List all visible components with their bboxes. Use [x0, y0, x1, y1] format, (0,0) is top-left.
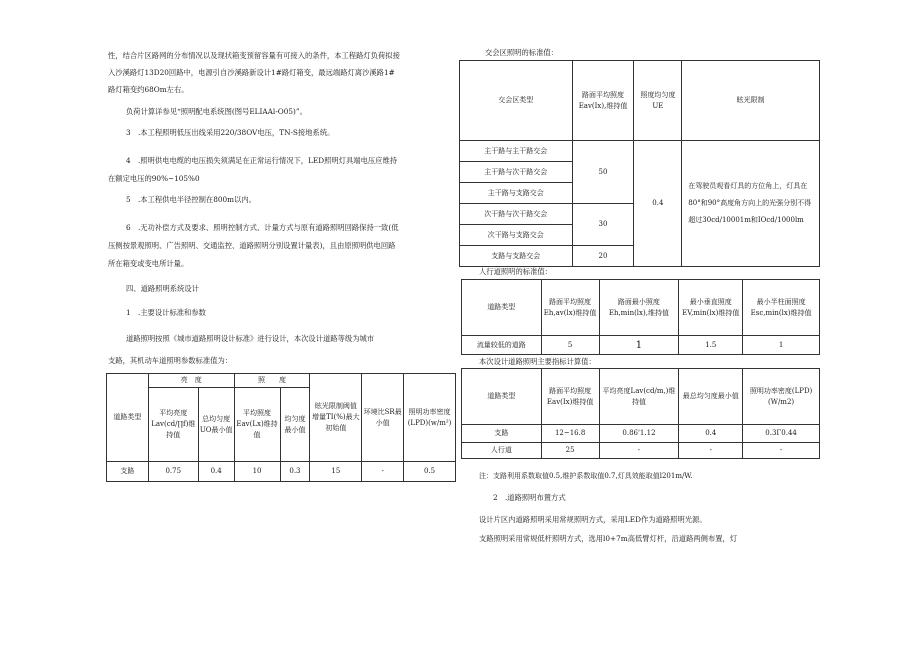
paragraph-line: 支路，其机动车道照明参数标准值为：	[108, 356, 233, 365]
table-cell: 主干路与支路交会	[460, 183, 573, 204]
paragraph-line: 支路照明采用常规低杆照明方式，选用l0+7m高低臂灯杆，沿道路两侧布置，灯	[479, 534, 738, 543]
paragraph-line: 路灯箱变约68Om左右。	[108, 85, 189, 94]
paragraph-line: 负荷计算详参见“照明配电系统图(图号ELIAAl-O05)”。	[126, 107, 307, 116]
header-luminance: 亮 度	[148, 374, 234, 388]
table-cell: 50	[572, 141, 634, 204]
vehicle-lane-standard-table	[106, 373, 456, 482]
paragraph-line: 道路照明按照《城市道路照明设计标准》进行设计，本次设计道路等级为城市	[126, 334, 375, 343]
header-col: 路面平均照度Eav(Ix)维持值	[541, 369, 599, 425]
table-cell: 0.5	[404, 462, 456, 482]
table-cell: 25	[541, 443, 599, 459]
table-cell: -	[599, 443, 679, 459]
table-cell: -	[743, 443, 820, 459]
paragraph-line: 性，结合片区路网的分布情况以及现状箱变预留容量有可接入的条件，本工程路灯负荷拟接	[108, 51, 400, 60]
table-cell: 1	[599, 336, 679, 355]
intersection-standard-table	[459, 60, 820, 267]
table-cell: 0.4	[634, 141, 682, 267]
table-cell: 主干路与次干路交会	[460, 162, 573, 183]
sidewalk-standard-table	[461, 279, 820, 355]
header-road-type: 道路类型	[107, 374, 149, 462]
table-cell: 1	[743, 336, 820, 355]
table-cell: 20	[572, 246, 634, 267]
header-glare: 眩光限制阈值增量TI(%)最大初始值	[310, 374, 362, 462]
header-illum-uniformity: 均匀度最小值	[280, 388, 310, 462]
header-lpd: 照明功率密度(LPD)(w/m²)	[404, 374, 456, 462]
table-cell: 1.5	[679, 336, 743, 355]
header-col: 路面平均照度Eh,av(lx)维持值	[541, 280, 599, 336]
header-col: 照明功率密度(LPD)(W/m2)	[743, 369, 820, 425]
table-cell: 0.3Γ0.44	[743, 425, 820, 443]
table-cell: 支路与支路交会	[460, 246, 573, 267]
table-cell: 流量较低的道路	[462, 336, 542, 355]
table-cell: 主干路与主干路交会	[460, 141, 573, 162]
header-avg-luminance: 平均亮度Lav(cd/∏f)维持值	[148, 388, 198, 462]
subsection-heading: 2 .道路照明布置方式	[493, 493, 566, 502]
table-cell: 0.75	[148, 462, 198, 482]
table-cell: 30	[572, 204, 634, 246]
paragraph-line: 设计片区内道路照明采用常规照明方式，采用LED作为道路照明光源。	[479, 515, 707, 524]
table-cell: 0.4	[198, 462, 234, 482]
table-caption: 交会区照明的标准值：	[485, 48, 558, 57]
header-intersection-type: 交会区类型	[460, 61, 573, 141]
table-cell: 支路	[107, 462, 149, 482]
header-road-type: 道路类型	[462, 280, 542, 336]
table-caption: 人行道照明的标准值：	[479, 267, 552, 276]
paragraph-line: 5 .本工程供电半径控制在800m以内。	[126, 195, 256, 204]
glare-limit-text: 在驾驶员观看灯具的方位角上，灯具在80°和90°高度角方向上的光强分别不得超过30cd/10001m和IOcd/1000lm	[682, 141, 820, 267]
header-col: 路面最小照度Eh,min(lx),维持值	[599, 280, 679, 336]
header-sr: 环境比SR最小值	[362, 374, 404, 462]
table-cell: 次干路与支路交会	[460, 225, 573, 246]
paragraph-line: 在额定电压的90%~105%0	[108, 174, 200, 183]
header-illuminance: 照 度	[234, 374, 310, 388]
header-glare: 眩光限制	[682, 61, 820, 141]
table-caption: 本次设计道路照明主要指标计算值：	[479, 357, 596, 366]
calculated-values-table	[461, 368, 820, 459]
header-road-type: 道路类型	[462, 369, 542, 425]
table-cell: 0.86'1.12	[599, 425, 679, 443]
paragraph-line: 3 .本工程照明低压出线采用220/38OV电压，TN-S接地系统。	[126, 128, 335, 137]
paragraph-line: 所在箱变或变电所计量。	[108, 259, 189, 268]
paragraph-line: 入沙溪路灯13D20回路中，电源引自沙溪路新设计1#路灯箱变，最远端路灯离沙溪路1#	[108, 68, 395, 77]
paragraph-line: 4 .照明供电电缆的电压损失须满足在正常运行情况下，LED照明灯具端电压应维持	[126, 156, 398, 165]
table-cell: 人行道	[462, 443, 542, 459]
header-col: 平均亮度Lav(cd/m,)维持值	[599, 369, 679, 425]
subsection-heading: 1 .主要设计标准和参数	[126, 308, 206, 317]
table-cell: 0.4	[679, 425, 743, 443]
paragraph-line: 6 .无功补偿方式及要求、照明控制方式、计量方式与原有道路照明回路保持一致(低	[126, 223, 399, 232]
header-col: 最小半柱面照度Esc,min(lx)维持值	[743, 280, 820, 336]
section-heading: 四、道路照明系统设计	[126, 284, 199, 293]
paragraph-line: 压侧按景观照明、广告照明、交通监控、道路照明分别设置计量表)，且由原照明供电回路	[108, 241, 396, 250]
header-col: 最总均匀度最小值	[679, 369, 743, 425]
header-avg-illuminance: 路面平均照度Eav(Ix),维持值	[572, 61, 634, 141]
table-note: 注：支路利用系数取值0.5,维护系数取值0.7,灯具效能取值l201m/W.	[479, 472, 693, 480]
table-cell: 15	[310, 462, 362, 482]
table-cell: 0.3	[280, 462, 310, 482]
table-cell: 10	[234, 462, 280, 482]
header-col: 最小垂直照度EV,min(lx)维持值	[679, 280, 743, 336]
table-cell: 12~16.8	[541, 425, 599, 443]
table-cell: -	[362, 462, 404, 482]
header-uniformity: 总均匀度UO最小值	[198, 388, 234, 462]
table-cell: 次干路与次干路交会	[460, 204, 573, 225]
table-cell: 5	[541, 336, 599, 355]
table-cell: -	[679, 443, 743, 459]
table-cell: 支路	[462, 425, 542, 443]
header-uniformity: 照度均匀度UE	[634, 61, 682, 141]
header-avg-illuminance: 平均照度Eav(Lx)维持值	[234, 388, 280, 462]
